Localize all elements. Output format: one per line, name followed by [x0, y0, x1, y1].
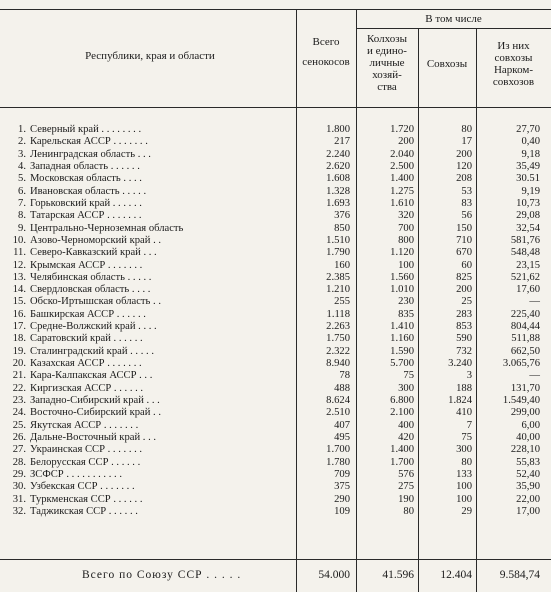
row-number: 10. [12, 234, 26, 246]
cell-total: 1.693 [326, 197, 350, 209]
row-number: 26. [12, 432, 26, 443]
table-row [0, 284, 551, 296]
header-kolkhoz-line: хозяй- [372, 69, 402, 81]
cell-kolkhoz: 2.500 [390, 160, 414, 172]
cell-kolkhoz: 835 [398, 308, 414, 320]
header-kolkhoz-line: и едино- [367, 45, 407, 57]
table-row [0, 247, 551, 259]
cell-sovkhoz: 732 [456, 345, 472, 357]
group-header-rule [356, 28, 551, 29]
cell-total: 2.620 [326, 160, 350, 172]
region-name: ЗСФСР . . . . . . . . . . . [30, 468, 122, 480]
region-name: Дальне-Восточный край . . . [30, 432, 157, 443]
cell-sovkhoz: 410 [456, 407, 472, 419]
cell-narkom: 40,00 [516, 432, 540, 443]
header-region: Республики, края и области [85, 50, 215, 62]
row-number: 18. [12, 333, 26, 345]
cell-sovkhoz: 150 [456, 222, 472, 234]
cell-narkom: 6,00 [521, 419, 540, 431]
header-total-line: Всего [312, 36, 340, 48]
table-row [0, 481, 551, 493]
row-number: 30. [12, 481, 26, 493]
cell-sovkhoz: 56 [461, 210, 472, 222]
row-number: 5. [18, 173, 26, 185]
region-name: Кара-Калпакская АССР . . . [30, 370, 153, 382]
row-number: 32. [12, 505, 26, 517]
region-name: Туркменская ССР . . . . . . [30, 493, 143, 505]
cell-total: 255 [334, 296, 350, 308]
cell-total: 2.263 [326, 321, 350, 333]
cell-narkom: — [529, 370, 540, 382]
cell-sovkhoz: 83 [461, 197, 472, 209]
region-name: Крымская АССР . . . . . . . [30, 259, 143, 271]
header-narkom-line: совхозов [492, 76, 535, 88]
row-number: 11. [13, 247, 26, 259]
region-name: Западная область . . . . . . [30, 160, 140, 172]
region-name: Якутская АССР . . . . . . . [30, 419, 139, 431]
table-row [0, 223, 551, 235]
region-name: Московская область . . . . [30, 173, 142, 185]
cell-total: 1.750 [326, 333, 350, 345]
table-row [0, 210, 551, 222]
table-row [0, 333, 551, 345]
header-bottom-rule [0, 107, 551, 108]
cell-narkom: 29,08 [516, 210, 540, 222]
table-row [0, 469, 551, 481]
row-number: 22. [12, 382, 26, 394]
region-name: Белорусская ССР . . . . . . [30, 456, 141, 468]
total-cell-kolkhoz: 41.596 [382, 569, 414, 581]
region-name: Северо-Кавказский край . . . [30, 247, 157, 259]
region-name: Казахская АССР . . . . . . . [30, 358, 142, 370]
cell-total: 8.940 [326, 358, 350, 370]
cell-total: 2.322 [326, 345, 350, 357]
region-name: Таджикская ССР . . . . . . [30, 505, 138, 517]
cell-kolkhoz: 2.100 [390, 407, 414, 419]
cell-sovkhoz: 853 [456, 321, 472, 333]
cell-narkom: 548,48 [510, 247, 540, 259]
row-number: 8. [18, 210, 26, 222]
header-kolkhoz-line: ства [377, 81, 397, 93]
header-kolkhoz-line: Колхозы [367, 33, 407, 45]
cell-kolkhoz: 700 [398, 222, 414, 234]
row-number: 23. [12, 395, 26, 407]
cell-kolkhoz: 1.700 [390, 456, 414, 468]
table-row [0, 494, 551, 506]
row-number: 15. [12, 296, 26, 308]
table-row [0, 506, 551, 518]
region-name: Центрально-Черноземная область [30, 222, 184, 234]
region-name: Западно-Сибирский край . . . [30, 395, 160, 407]
cell-kolkhoz: 200 [398, 136, 414, 148]
cell-narkom: 0,40 [521, 136, 540, 148]
region-name: Киргизская АССР . . . . . . [30, 382, 144, 394]
cell-sovkhoz: 100 [456, 493, 472, 505]
cell-total: 495 [334, 432, 350, 443]
cell-kolkhoz: 320 [398, 210, 414, 222]
region-name: Саратовский край . . . . . . [30, 333, 143, 345]
cell-total: 8.624 [326, 395, 350, 407]
cell-total: 2.385 [326, 271, 350, 283]
table-row [0, 296, 551, 308]
cell-total: 850 [334, 222, 350, 234]
cell-sovkhoz: 60 [461, 259, 472, 271]
cell-kolkhoz: 100 [398, 259, 414, 271]
cell-narkom: 23,15 [516, 259, 540, 271]
header-narkom-line: Нарком- [493, 64, 534, 76]
table-top-rule [0, 9, 551, 10]
row-number: 3. [18, 148, 26, 160]
header-kolkhoz-line: личные [369, 57, 405, 69]
table-row [0, 173, 551, 185]
cell-kolkhoz: 800 [398, 234, 414, 246]
row-number: 16. [12, 308, 26, 320]
region-name: Украинская ССР . . . . . . . [30, 444, 143, 456]
cell-total: 217 [334, 136, 350, 148]
row-number: 25. [12, 419, 26, 431]
cell-sovkhoz: 200 [456, 148, 472, 160]
cell-sovkhoz: 670 [456, 247, 472, 259]
cell-kolkhoz: 275 [398, 481, 414, 493]
cell-total: 2.510 [326, 407, 350, 419]
region-name: Средне-Волжский край . . . . [30, 321, 157, 333]
region-name: Северный край . . . . . . . . [30, 124, 142, 135]
cell-narkom: 299,00 [510, 407, 540, 419]
region-name: Ленинградская область . . . [30, 148, 151, 160]
cell-narkom: 52,40 [516, 468, 540, 480]
row-number: 7. [18, 197, 26, 209]
cell-narkom: 55,83 [516, 456, 540, 468]
cell-narkom: 228,10 [510, 444, 540, 456]
cell-kolkhoz: 1.720 [390, 124, 414, 135]
cell-narkom: 10,73 [516, 197, 540, 209]
header-kolkhoz [356, 33, 418, 93]
table-row [0, 420, 551, 432]
cell-total: 376 [334, 210, 350, 222]
header-total-line: сенокосов [302, 56, 350, 68]
cell-total: 1.790 [326, 247, 350, 259]
cell-kolkhoz: 230 [398, 296, 414, 308]
cell-narkom: 511,88 [511, 333, 540, 345]
cell-kolkhoz: 1.560 [390, 271, 414, 283]
cell-kolkhoz: 1.610 [390, 197, 414, 209]
region-name: Башкирская АССР . . . . . . [30, 308, 146, 320]
cell-narkom: 1.549,40 [502, 395, 540, 407]
row-number: 9. [18, 222, 26, 234]
cell-sovkhoz: 283 [456, 308, 472, 320]
cell-kolkhoz: 300 [398, 382, 414, 394]
cell-sovkhoz: 825 [456, 271, 472, 283]
total-label: Всего по Союзу ССР . . . . . [82, 569, 242, 581]
cell-narkom: 35,90 [516, 481, 540, 493]
cell-sovkhoz: 133 [456, 468, 472, 480]
cell-kolkhoz: 1.160 [390, 333, 414, 345]
cell-sovkhoz: 29 [461, 505, 472, 517]
cell-sovkhoz: 188 [456, 382, 472, 394]
total-row [0, 568, 551, 582]
cell-total: 1.780 [326, 456, 350, 468]
table-row [0, 444, 551, 456]
cell-sovkhoz: 17 [461, 136, 472, 148]
cell-kolkhoz: 1.410 [390, 321, 414, 333]
cell-kolkhoz: 576 [398, 468, 414, 480]
cell-sovkhoz: 120 [456, 160, 472, 172]
row-number: 2. [18, 136, 26, 148]
total-cell-narkom: 9.584,74 [499, 569, 540, 581]
cell-narkom: 30.51 [516, 173, 540, 185]
table-row [0, 457, 551, 469]
row-number: 12. [12, 259, 26, 271]
region-name: Карельская АССР . . . . . . . [30, 136, 148, 148]
table-row [0, 309, 551, 321]
table-row [0, 321, 551, 333]
cell-sovkhoz: 1.824 [448, 395, 472, 407]
total-cell-sovkhoz: 12.404 [440, 569, 472, 581]
cell-sovkhoz: 75 [461, 432, 472, 443]
cell-total: 1.800 [326, 124, 350, 135]
table-row [0, 260, 551, 272]
region-name: Азово-Черноморский край . . [30, 234, 162, 246]
table-row [0, 161, 551, 173]
cell-kolkhoz: 1.010 [390, 284, 414, 296]
region-name: Ивановская область . . . . . [30, 185, 147, 197]
cell-total: 1.210 [326, 284, 350, 296]
cell-kolkhoz: 2.040 [390, 148, 414, 160]
cell-total: 709 [334, 468, 350, 480]
table-row [0, 432, 551, 444]
table-row [0, 124, 551, 136]
row-number: 1. [18, 124, 26, 135]
cell-narkom: 17,60 [516, 284, 540, 296]
row-number: 21. [12, 370, 26, 382]
region-name: Татарская АССР . . . . . . . [30, 210, 142, 222]
cell-sovkhoz: 80 [461, 456, 472, 468]
table-row [0, 395, 551, 407]
table-row [0, 149, 551, 161]
table-row [0, 186, 551, 198]
header-narkom [476, 40, 551, 88]
cell-sovkhoz: 25 [461, 296, 472, 308]
cell-narkom: 804,44 [510, 321, 540, 333]
region-name: Обско-Иртышская область . . [30, 296, 161, 308]
row-number: 29. [12, 468, 26, 480]
cell-narkom: 3.065,76 [502, 358, 540, 370]
row-number: 24. [12, 407, 26, 419]
cell-narkom: 17,00 [516, 505, 540, 517]
cell-kolkhoz: 420 [398, 432, 414, 443]
table-row [0, 407, 551, 419]
header-narkom-line: совхозы [494, 52, 533, 64]
cell-kolkhoz: 1.400 [390, 173, 414, 185]
cell-sovkhoz: 80 [461, 124, 472, 135]
total-cell-total: 54.000 [318, 569, 350, 581]
cell-total: 1.700 [326, 444, 350, 456]
row-number: 20. [12, 358, 26, 370]
table-row [0, 358, 551, 370]
cell-total: 290 [334, 493, 350, 505]
table-row [0, 198, 551, 210]
cell-narkom: 131,70 [510, 382, 540, 394]
cell-total: 1.118 [326, 308, 350, 320]
region-name: Восточно-Сибирский край . . [30, 407, 161, 419]
total-top-rule [0, 559, 551, 560]
cell-narkom: 27,70 [516, 124, 540, 135]
cell-total: 488 [334, 382, 350, 394]
row-number: 4. [18, 160, 26, 172]
cell-total: 78 [339, 370, 350, 382]
row-number: 17. [12, 321, 26, 333]
region-name: Челябинская область . . . . . [30, 271, 152, 283]
cell-total: 160 [334, 259, 350, 271]
cell-kolkhoz: 75 [403, 370, 414, 382]
row-number: 14. [12, 284, 26, 296]
cell-total: 109 [334, 505, 350, 517]
cell-narkom: — [529, 296, 540, 308]
cell-total: 375 [334, 481, 350, 493]
cell-sovkhoz: 200 [456, 284, 472, 296]
cell-sovkhoz: 208 [456, 173, 472, 185]
cell-kolkhoz: 6.800 [390, 395, 414, 407]
cell-kolkhoz: 80 [403, 505, 414, 517]
table-row [0, 235, 551, 247]
cell-total: 407 [334, 419, 350, 431]
cell-total: 1.328 [326, 185, 350, 197]
cell-sovkhoz: 590 [456, 333, 472, 345]
table-row [0, 346, 551, 358]
table-row [0, 383, 551, 395]
cell-narkom: 9,19 [521, 185, 540, 197]
header-sovkhoz: Совхозы [426, 58, 468, 70]
cell-total: 2.240 [326, 148, 350, 160]
cell-kolkhoz: 400 [398, 419, 414, 431]
header-narkom-line: Из них [497, 40, 530, 52]
cell-sovkhoz: 710 [456, 234, 472, 246]
cell-kolkhoz: 1.400 [390, 444, 414, 456]
cell-narkom: 521,62 [510, 271, 540, 283]
row-number: 13. [12, 271, 26, 283]
cell-total: 1.608 [326, 173, 350, 185]
cell-narkom: 22,00 [516, 493, 540, 505]
cell-narkom: 35,49 [516, 160, 540, 172]
cell-narkom: 662,50 [510, 345, 540, 357]
cell-kolkhoz: 190 [398, 493, 414, 505]
cell-kolkhoz: 1.120 [390, 247, 414, 259]
header-group: В том числе [425, 13, 482, 25]
cell-kolkhoz: 1.275 [390, 185, 414, 197]
cell-sovkhoz: 3.240 [448, 358, 472, 370]
table-row [0, 370, 551, 382]
header-total [296, 36, 356, 68]
cell-sovkhoz: 7 [466, 419, 472, 431]
cell-narkom: 225,40 [510, 308, 540, 320]
row-number: 28. [12, 456, 26, 468]
cell-narkom: 581,76 [510, 234, 540, 246]
region-name: Сталинградский край . . . . . [30, 345, 154, 357]
region-name: Узбекская ССР . . . . . . . [30, 481, 135, 493]
cell-total: 1.510 [326, 234, 350, 246]
cell-sovkhoz: 300 [456, 444, 472, 456]
table-row [0, 272, 551, 284]
table-row [0, 136, 551, 148]
row-number: 19. [12, 345, 26, 357]
cell-sovkhoz: 3 [466, 370, 472, 382]
row-number: 6. [18, 185, 26, 197]
cell-kolkhoz: 1.590 [390, 345, 414, 357]
region-name: Горьковский край . . . . . . [30, 197, 142, 209]
cell-sovkhoz: 53 [461, 185, 472, 197]
row-number: 27. [12, 444, 26, 456]
row-number: 31. [12, 493, 26, 505]
region-name: Свердловская область . . . . [30, 284, 151, 296]
cell-sovkhoz: 100 [456, 481, 472, 493]
cell-narkom: 9,18 [521, 148, 540, 160]
cell-narkom: 32,54 [516, 222, 540, 234]
cell-kolkhoz: 5.700 [390, 358, 414, 370]
